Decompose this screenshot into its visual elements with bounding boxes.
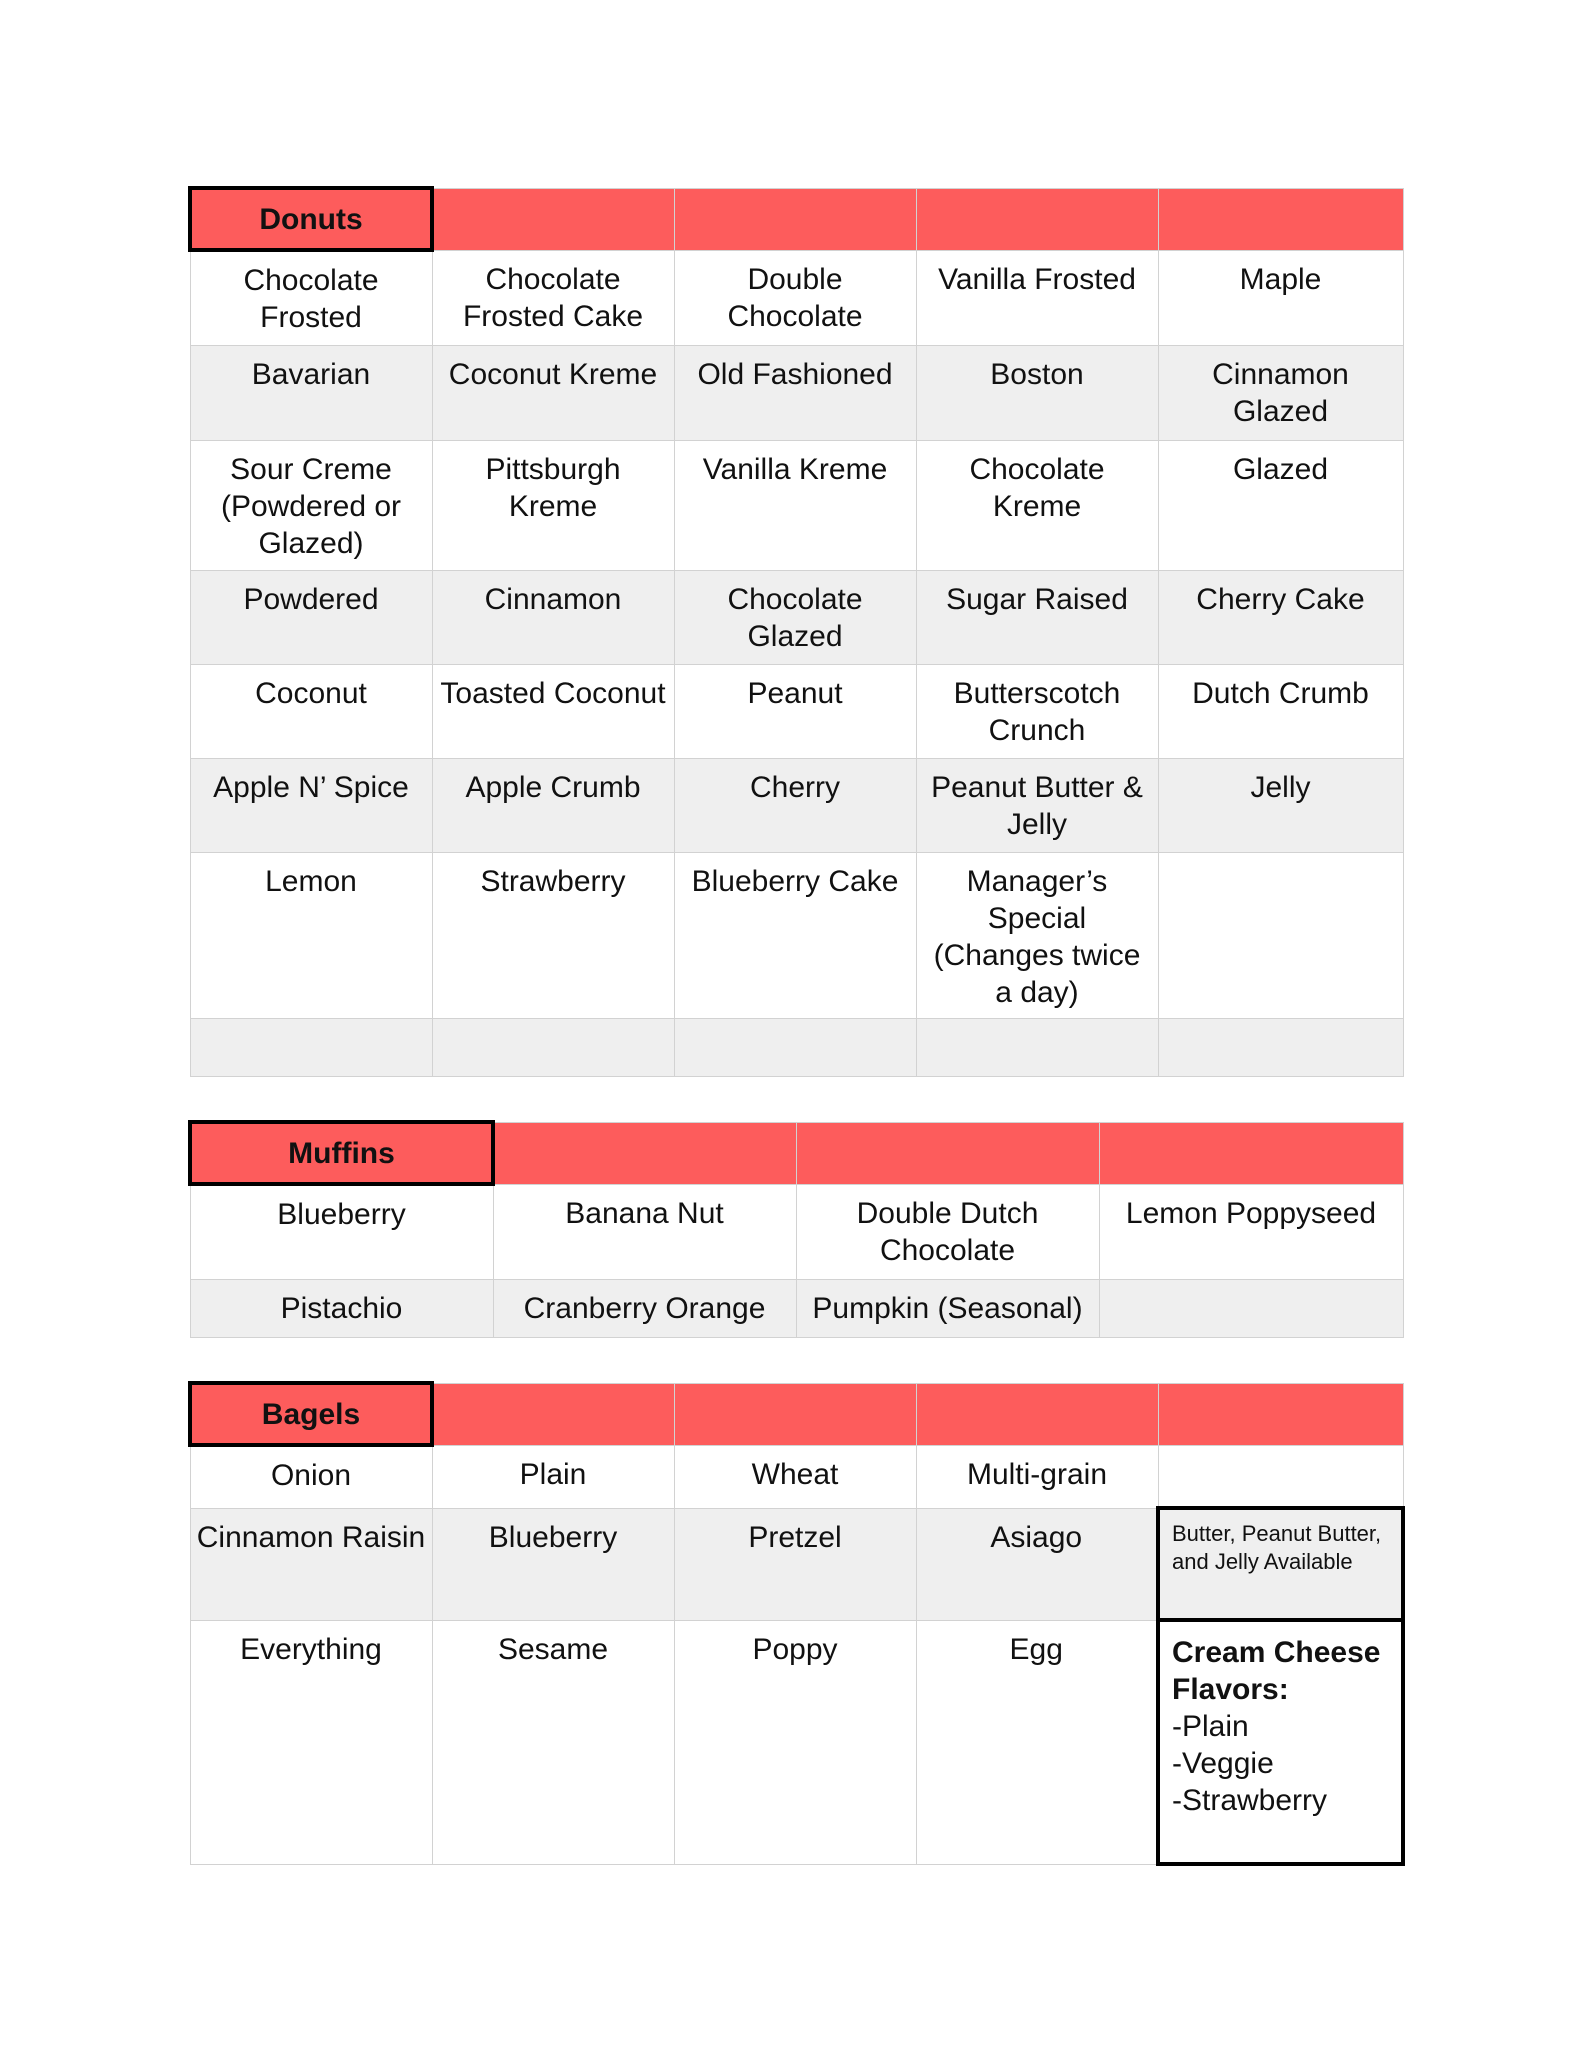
spreads-note: Butter, Peanut Butter, and Jelly Available (1158, 1508, 1403, 1620)
table-row (190, 345, 1403, 440)
donut-item: Coconut Kreme (432, 345, 674, 440)
donuts-header-row (190, 188, 1403, 250)
empty-cell (190, 1018, 432, 1076)
empty-cell (432, 1018, 674, 1076)
donut-item: Manager’s Special (Changes twice a day) (916, 852, 1158, 1018)
header-cell (916, 188, 1158, 250)
muffins-header-row (190, 1122, 1403, 1184)
donut-item: Chocolate Frosted Cake (432, 250, 674, 345)
header-cell (493, 1122, 796, 1184)
muffin-item: Banana Nut (493, 1184, 796, 1279)
table-row (190, 1445, 1403, 1508)
muffin-item: Pistachio (190, 1279, 493, 1337)
donut-item: Coconut (190, 664, 432, 758)
table-row (190, 440, 1403, 570)
donut-item: Lemon (190, 852, 432, 1018)
bagel-item: Wheat (674, 1445, 916, 1508)
bagel-item: Asiago (916, 1508, 1158, 1620)
table-row (190, 1508, 1403, 1620)
donut-item: Cinnamon (432, 570, 674, 664)
donut-item (1158, 852, 1403, 1018)
donut-item: Apple N’ Spice (190, 758, 432, 852)
header-cell (674, 188, 916, 250)
cream-cheese-title: Cream Cheese Flavors: (1172, 1636, 1381, 1706)
table-row (190, 758, 1403, 852)
donut-item: Cinnamon Glazed (1158, 345, 1403, 440)
donut-item: Vanilla Frosted (916, 250, 1158, 345)
donuts-table (188, 186, 1404, 1077)
header-cell (1158, 1383, 1403, 1445)
donut-item: Peanut Butter & Jelly (916, 758, 1158, 852)
donut-item: Strawberry (432, 852, 674, 1018)
donut-item: Sugar Raised (916, 570, 1158, 664)
bagel-item: Multi-grain (916, 1445, 1158, 1508)
donut-item: Cherry (674, 758, 916, 852)
header-cell (674, 1383, 916, 1445)
donut-item: Powdered (190, 570, 432, 664)
bagel-item: Cinnamon Raisin (190, 1508, 432, 1620)
donut-item: Chocolate Frosted (190, 250, 432, 345)
donut-item: Jelly (1158, 758, 1403, 852)
donut-item: Vanilla Kreme (674, 440, 916, 570)
donut-item: Maple (1158, 250, 1403, 345)
bagel-item: Onion (190, 1445, 432, 1508)
muffin-item: Cranberry Orange (493, 1279, 796, 1337)
donut-item: Chocolate Kreme (916, 440, 1158, 570)
bagel-item: Blueberry (432, 1508, 674, 1620)
table-row (190, 664, 1403, 758)
donut-item: Boston (916, 345, 1158, 440)
donut-item: Chocolate Glazed (674, 570, 916, 664)
bagels-header-row (190, 1383, 1403, 1445)
header-cell (432, 1383, 674, 1445)
donut-item: Blueberry Cake (674, 852, 916, 1018)
bagel-item: Plain (432, 1445, 674, 1508)
empty-cell (1158, 1018, 1403, 1076)
cream-cheese-box (1158, 1620, 1403, 1864)
donut-item: Bavarian (190, 345, 432, 440)
bagel-item: Poppy (674, 1620, 916, 1864)
muffins-title: Muffins (190, 1122, 493, 1184)
table-row-empty (190, 1018, 1403, 1076)
table-row (190, 250, 1403, 345)
header-cell (916, 1383, 1158, 1445)
donut-item: Dutch Crumb (1158, 664, 1403, 758)
muffin-item: Double Dutch Chocolate (796, 1184, 1099, 1279)
table-row (190, 852, 1403, 1018)
table-row (190, 1279, 1403, 1337)
empty-cell (916, 1018, 1158, 1076)
donut-item: Butterscotch Crunch (916, 664, 1158, 758)
header-cell (1099, 1122, 1403, 1184)
muffin-item: Pumpkin (Seasonal) (796, 1279, 1099, 1337)
donut-item: Pittsburgh Kreme (432, 440, 674, 570)
bagel-item: Pretzel (674, 1508, 916, 1620)
bagels-title: Bagels (190, 1383, 432, 1445)
bagel-item: Egg (916, 1620, 1158, 1864)
bagel-item: Everything (190, 1620, 432, 1864)
cream-cheese-flavor: -Plain (1172, 1710, 1249, 1743)
empty-cell (674, 1018, 916, 1076)
header-cell (432, 188, 674, 250)
donut-item: Cherry Cake (1158, 570, 1403, 664)
donut-item: Double Chocolate (674, 250, 916, 345)
donuts-title: Donuts (190, 188, 432, 250)
muffins-table (188, 1120, 1404, 1338)
header-cell (1158, 188, 1403, 250)
donut-item: Peanut (674, 664, 916, 758)
muffin-item: Blueberry (190, 1184, 493, 1279)
donut-item: Apple Crumb (432, 758, 674, 852)
table-row (190, 1184, 1403, 1279)
table-row (190, 570, 1403, 664)
table-row (190, 1620, 1403, 1864)
empty-cell (1158, 1445, 1403, 1508)
muffin-item (1099, 1279, 1403, 1337)
cream-cheese-flavor: -Strawberry (1172, 1784, 1328, 1817)
cream-cheese-flavor: -Veggie (1172, 1747, 1274, 1780)
bagels-table (188, 1381, 1405, 1866)
muffin-item: Lemon Poppyseed (1099, 1184, 1403, 1279)
donut-item: Toasted Coconut (432, 664, 674, 758)
donut-item: Old Fashioned (674, 345, 916, 440)
donut-item: Glazed (1158, 440, 1403, 570)
donut-item: Sour Creme (Powdered or Glazed) (190, 440, 432, 570)
header-cell (796, 1122, 1099, 1184)
bagel-item: Sesame (432, 1620, 674, 1864)
